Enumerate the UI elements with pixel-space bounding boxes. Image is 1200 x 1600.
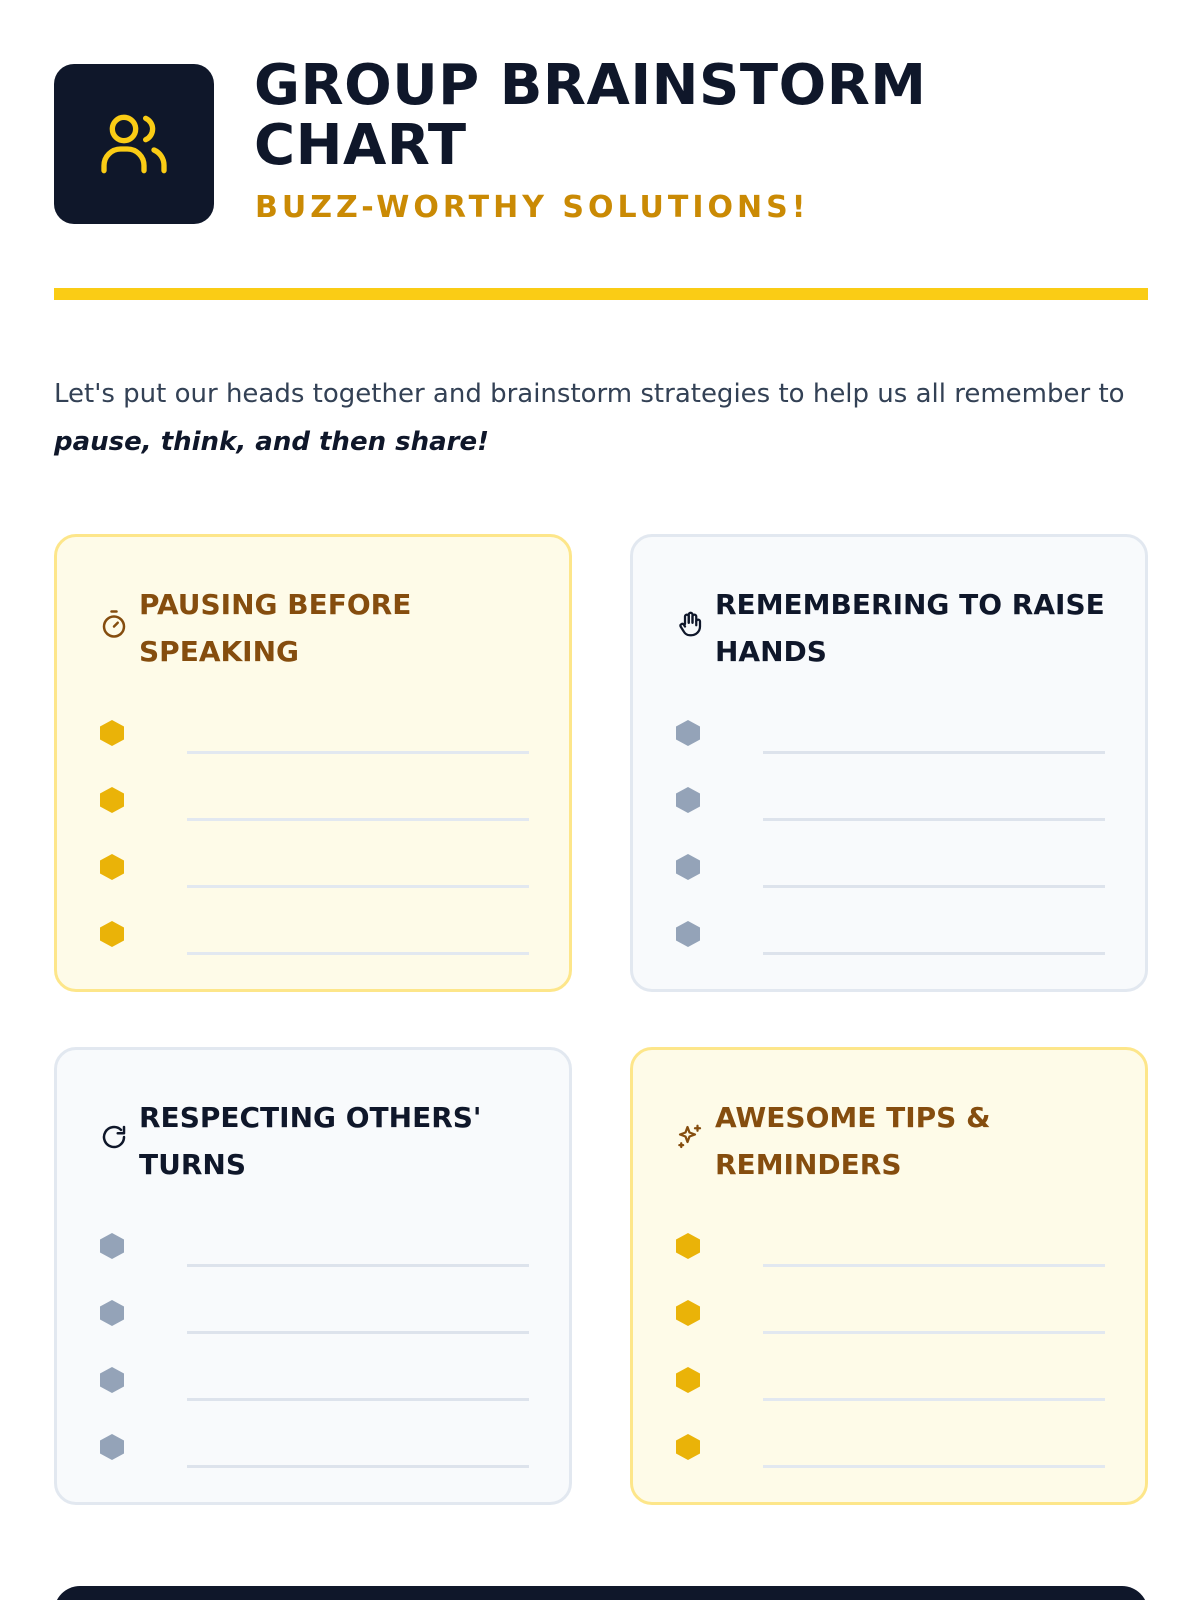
- blank-line: [187, 1398, 529, 1401]
- write-line[interactable]: [675, 1226, 1105, 1266]
- blank-line: [763, 1331, 1105, 1334]
- write-line[interactable]: [99, 847, 529, 887]
- card-awesome-tips-reminders: [630, 1047, 1148, 1505]
- hexagon-bullet-icon: [99, 853, 125, 881]
- write-line[interactable]: [675, 1360, 1105, 1400]
- hexagon-bullet-icon: [675, 1366, 701, 1394]
- blank-line: [187, 952, 529, 955]
- write-line[interactable]: [99, 1427, 529, 1467]
- blank-line: [763, 818, 1105, 821]
- write-line[interactable]: [99, 780, 529, 820]
- hexagon-bullet-icon: [675, 853, 701, 881]
- blank-line: [187, 1331, 529, 1334]
- blank-line: [187, 751, 529, 754]
- logo-badge: [54, 64, 214, 224]
- header-divider: [54, 288, 1148, 300]
- hexagon-bullet-icon: [99, 719, 125, 747]
- card-remembering-to-raise-hands: [630, 534, 1148, 992]
- card-heading: PAUSING BEFORE SPEAKING: [139, 588, 412, 668]
- stopwatch-icon: [99, 609, 129, 639]
- write-line[interactable]: [99, 1293, 529, 1333]
- card-respecting-others-turns: [54, 1047, 572, 1505]
- blank-line: [763, 1264, 1105, 1267]
- write-line[interactable]: [675, 847, 1105, 887]
- card-pausing-before-speaking: [54, 534, 572, 992]
- write-line[interactable]: [99, 914, 529, 954]
- hexagon-bullet-icon: [675, 1299, 701, 1327]
- users-icon: [94, 104, 174, 184]
- write-line[interactable]: [675, 780, 1105, 820]
- hexagon-bullet-icon: [675, 1232, 701, 1260]
- write-line[interactable]: [675, 1427, 1105, 1467]
- hexagon-bullet-icon: [99, 920, 125, 948]
- page-title: [254, 53, 927, 178]
- hexagon-bullet-icon: [675, 786, 701, 814]
- hexagon-bullet-icon: [99, 1433, 125, 1461]
- footer-banner: [54, 1586, 1148, 1600]
- blank-line: [187, 1264, 529, 1267]
- hexagon-bullet-icon: [675, 719, 701, 747]
- write-line[interactable]: [675, 1293, 1105, 1333]
- blank-line: [763, 1398, 1105, 1401]
- blank-line: [187, 818, 529, 821]
- page-title-line-1: GROUP BRAINSTORM: [254, 53, 927, 118]
- page-header: [54, 53, 1148, 225]
- card-heading: RESPECTING OTHERS' TURNS: [139, 1101, 482, 1181]
- card-heading: AWESOME TIPS & REMINDERS: [715, 1101, 991, 1181]
- page-title-line-2: CHART: [254, 113, 467, 178]
- write-line[interactable]: [675, 713, 1105, 753]
- intro-text: Let's put our heads together and brainstorm strategies to help us all remember to: [54, 379, 1125, 409]
- intro-emphasis: pause, think, and then share!: [54, 427, 489, 457]
- rotate-icon: [99, 1122, 129, 1152]
- hexagon-bullet-icon: [675, 920, 701, 948]
- write-line[interactable]: [99, 713, 529, 753]
- hexagon-bullet-icon: [675, 1433, 701, 1461]
- blank-line: [763, 1465, 1105, 1468]
- hexagon-bullet-icon: [99, 1366, 125, 1394]
- hexagon-bullet-icon: [99, 786, 125, 814]
- blank-line: [187, 885, 529, 888]
- blank-line: [763, 885, 1105, 888]
- blank-line: [763, 952, 1105, 955]
- sparkles-icon: [675, 1122, 705, 1152]
- blank-line: [763, 751, 1105, 754]
- intro-paragraph: [54, 370, 1148, 466]
- write-line[interactable]: [675, 914, 1105, 954]
- blank-line: [187, 1465, 529, 1468]
- write-line[interactable]: [99, 1360, 529, 1400]
- hexagon-bullet-icon: [99, 1299, 125, 1327]
- hexagon-bullet-icon: [99, 1232, 125, 1260]
- write-line[interactable]: [99, 1226, 529, 1266]
- card-heading: REMEMBERING TO RAISE HANDS: [715, 588, 1105, 668]
- raised-hand-icon: [675, 609, 705, 639]
- page-subtitle: BUZZ-WORTHY SOLUTIONS!: [255, 190, 810, 225]
